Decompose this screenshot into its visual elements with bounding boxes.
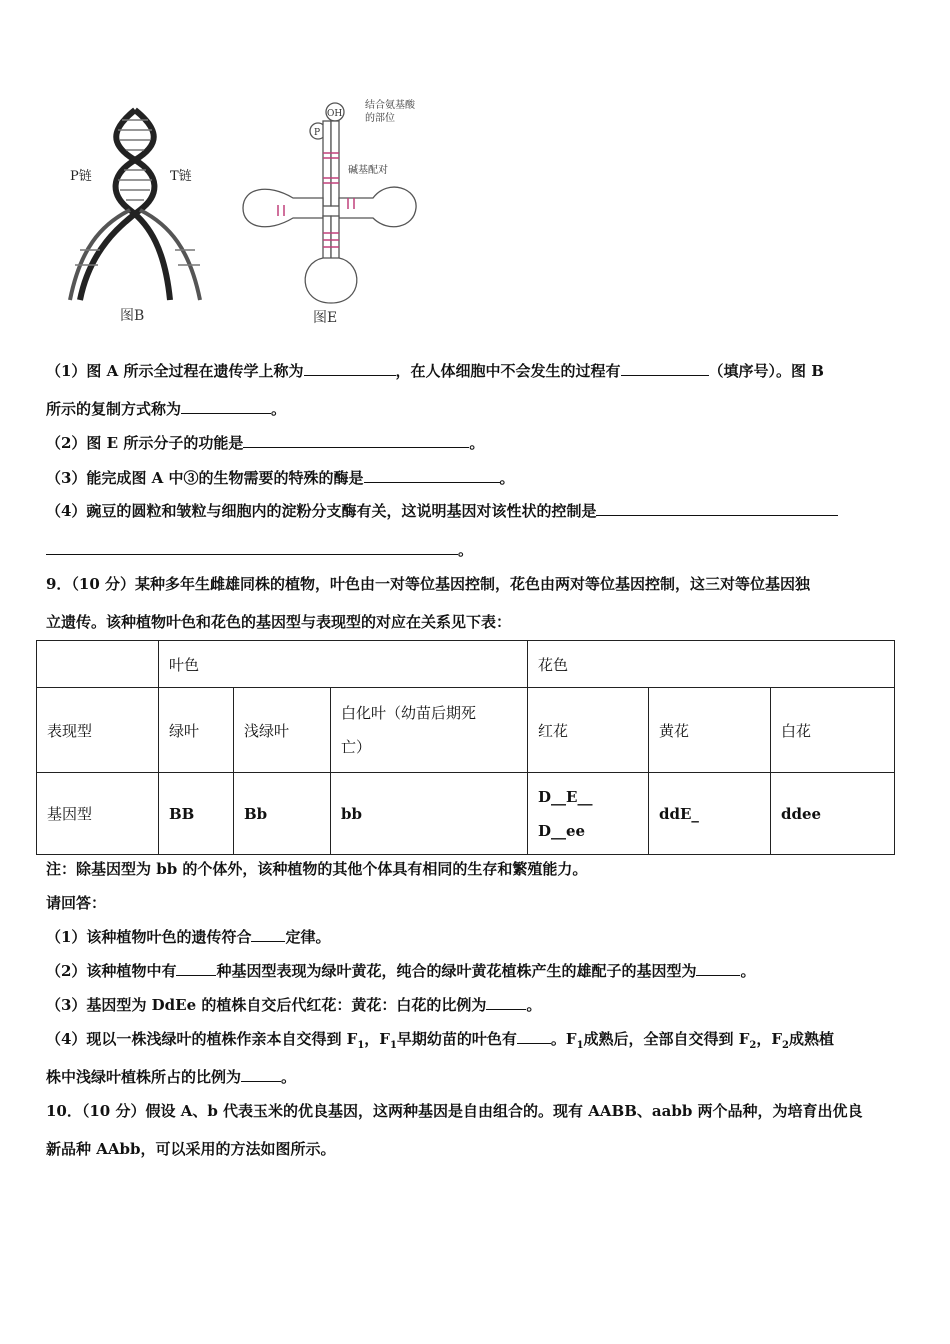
- genotype-row-label: 基因型: [37, 773, 159, 855]
- trna-figure: [238, 98, 418, 313]
- oh-label: OH: [327, 109, 343, 119]
- cell-green-leaf: 绿叶: [159, 688, 234, 773]
- flower-color-header: 花色: [528, 641, 895, 688]
- q9-ask: 请回答：: [46, 894, 107, 912]
- q8-part1-line1: （1）图 A 所示全过程在遗传学上称为 ，在人体细胞中不会发生的过程有 （填序号）。图 B: [46, 362, 824, 380]
- q10-stem-line2: 新品种 AAbb，可以采用的方法如图所示。: [46, 1140, 336, 1158]
- q9-sub3: （3）基因型为 DdEe 的植株自交后代红花：黄花：白花的比例为 。: [46, 996, 542, 1014]
- q8-part2: （2）图 E 所示分子的功能是 。: [46, 434, 485, 452]
- t-chain-label: T链: [170, 169, 192, 184]
- cell-red-genotypes: D__E__ D__ee: [528, 773, 649, 855]
- q9-note: 注：除基因型为 bb 的个体外，该种植物的其他个体具有相同的生存和繁殖能力。: [46, 860, 588, 878]
- cell-yellow-flower: 黄花: [649, 688, 771, 773]
- q9-sub2: （2）该种植物中有 种基因型表现为绿叶黄花，纯合的绿叶黄花植株产生的雄配子的基因型为 。: [46, 962, 756, 980]
- cell-white-flower: 白花: [771, 688, 895, 773]
- cell-white-genotype: ddee: [771, 773, 895, 855]
- cell-red-flower: 红花: [528, 688, 649, 773]
- q9-stem-line1: 9．（10 分）某种多年生雌雄同株的植物，叶色由一对等位基因控制，花色由两对等位基因控制，这三对等位基因独: [46, 575, 811, 593]
- p-label: P: [314, 128, 321, 138]
- q8-part1-line2: 所示的复制方式称为 。: [46, 400, 287, 418]
- cell-light-green-leaf: 浅绿叶: [234, 688, 331, 773]
- q9-sub4-line1: （4）现以一株浅绿叶的植株作亲本自交得到 $F_1$，$F_1$早期幼苗的叶色有 。$F_1$成熟后，全部自交得到 $F_2$，$F_2$成熟植: [46, 1030, 835, 1051]
- dna-replication-figure: [60, 100, 220, 315]
- cell-bb-hetero: Bb: [234, 773, 331, 855]
- base-pairing-label: 碱基配对: [348, 165, 388, 176]
- q8-part4-line1: （4）豌豆的圆粒和皱粒与细胞内的淀粉分支酶有关，这说明基因对该性状的控制是: [46, 500, 838, 521]
- q9-stem-line2: 立遗传。该种植物叶色和花色的基因型与表现型的对应在关系见下表：: [46, 613, 512, 631]
- q8-part3: （3）能完成图 A 中③的生物需要的特殊的酶是 。: [46, 469, 515, 487]
- phenotype-row-label: 表现型: [37, 688, 159, 773]
- figure-b-caption: 图B: [120, 308, 145, 324]
- q9-sub1: （1）该种植物叶色的遗传符合 定律。: [46, 928, 331, 946]
- q10-stem-line1: 10．（10 分）假设 A、b 代表玉米的优良基因，这两种基因是自由组合的。现有 AABB、aabb 两个品种，为培育出优良: [46, 1102, 863, 1120]
- p-chain-label: P链: [70, 169, 92, 184]
- table-corner-cell: [37, 641, 159, 688]
- cell-bb-recessive: bb: [331, 773, 528, 855]
- amino-acid-site-label-2: 的部位: [365, 113, 395, 124]
- q8-part4-line2: 。: [46, 539, 473, 560]
- cell-yellow-genotype: ddE_: [649, 773, 771, 855]
- cell-bb-homo: BB: [159, 773, 234, 855]
- q9-sub4-line2: 株中浅绿叶植株所占的比例为 。: [46, 1068, 297, 1086]
- genotype-phenotype-table: [36, 640, 895, 855]
- leaf-color-header: 叶色: [159, 641, 528, 688]
- amino-acid-site-label: 结合氨基酸: [365, 100, 415, 111]
- cell-albino-leaf: 白化叶（幼苗后期死 亡）: [331, 688, 528, 773]
- figure-e-caption: 图E: [313, 310, 338, 326]
